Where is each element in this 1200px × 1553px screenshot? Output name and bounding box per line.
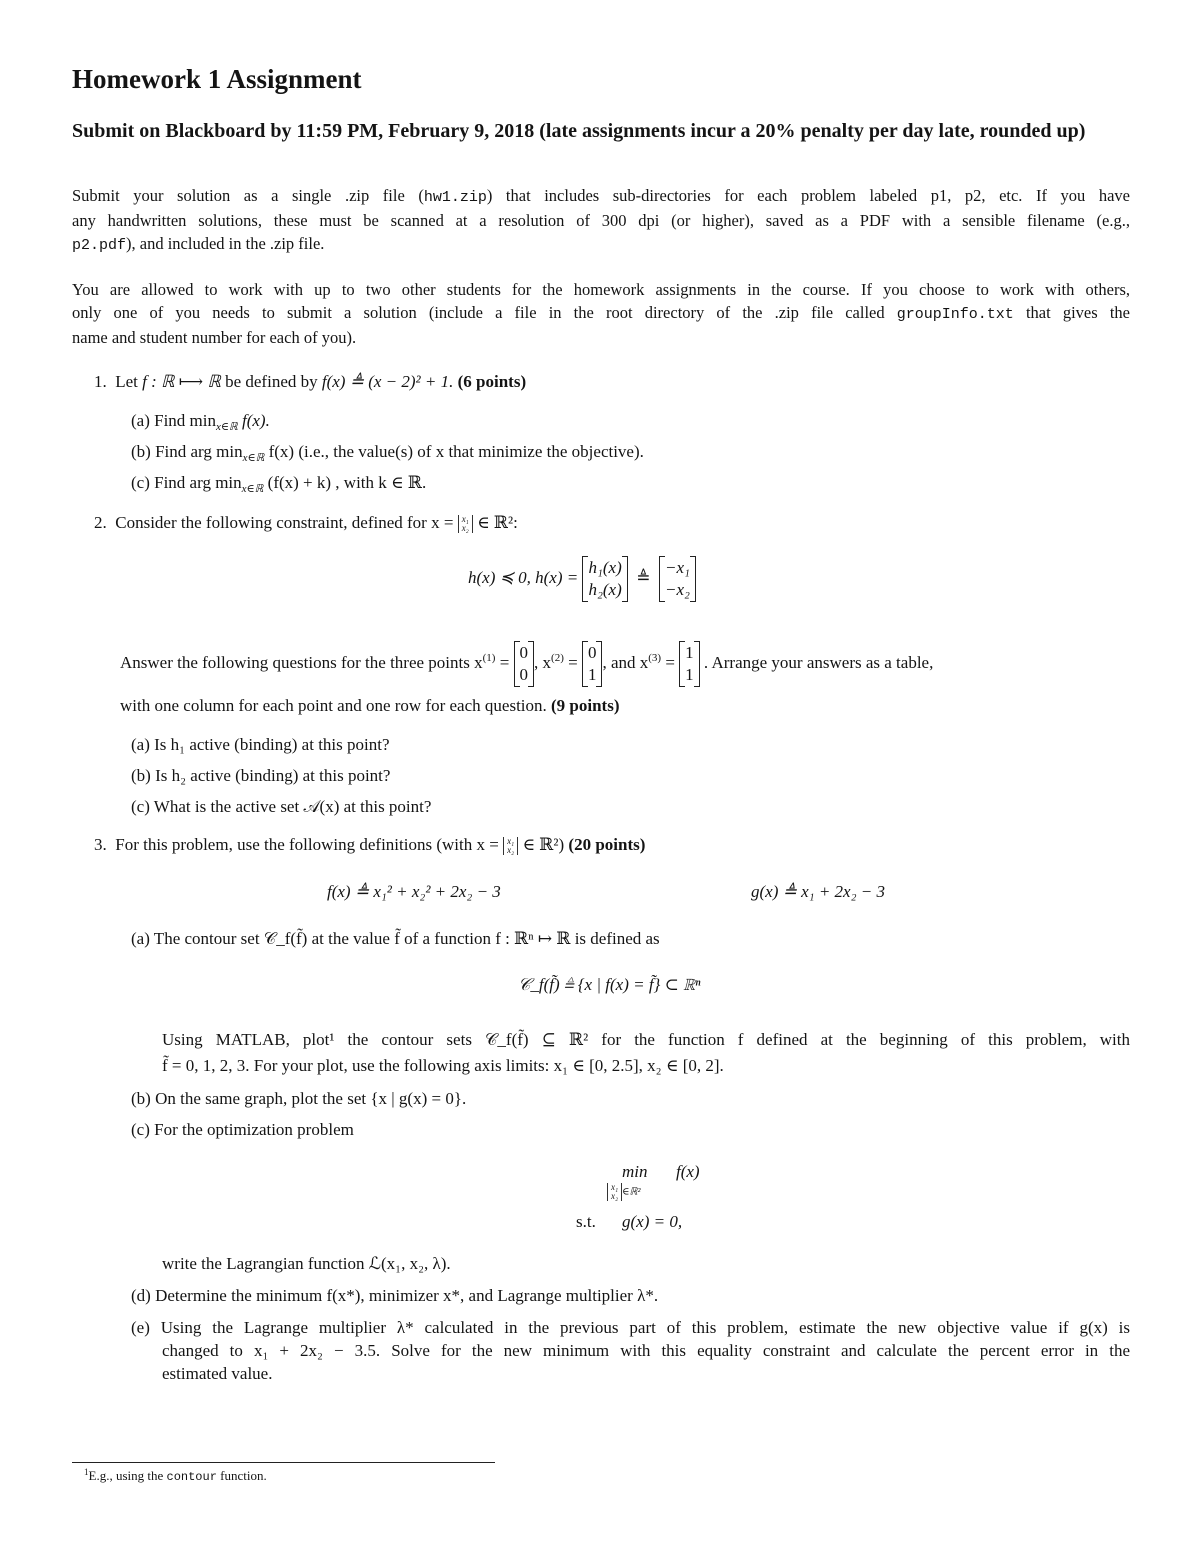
math: ≜ <box>636 567 651 587</box>
text: that gives the <box>1025 303 1130 322</box>
page-title: Homework 1 Assignment <box>72 64 362 94</box>
problem-3e-line1: (e) Using the Lagrange multiplier λ* calculated in the previous part of this problem, estimate the new objective value if g(x) is <box>131 1318 1130 1337</box>
problem-3-stem <box>94 835 645 855</box>
footnote-rule <box>72 1462 495 1463</box>
submission-deadline: Submit on Blackboard by 11:59 PM, February 9, 2018 (late assignments incur a 20% penalty per day late, rounded up) <box>72 120 1086 142</box>
opt-st: s.t. <box>576 1212 596 1231</box>
problem-3c: (c) For the optimization problem <box>131 1120 354 1139</box>
points: (6 points) <box>457 372 527 391</box>
math: f(x). <box>242 411 270 430</box>
entry: 1 <box>685 643 694 662</box>
problem-2b: (b) Is h₂ active (binding) at this point? <box>131 766 391 785</box>
problem-3b: (b) On the same graph, plot the set {x | g(x) = 0}. <box>131 1089 467 1108</box>
problem-3a-instructions-line1: Using MATLAB, plot¹ the contour sets 𝒞_f(f̃) ⊆ ℝ² for the function f defined at the beginning of this problem, with <box>162 1030 1130 1049</box>
points: (20 points) <box>568 835 646 854</box>
superscript: (2) <box>551 651 564 664</box>
text: E.g., using the <box>88 1468 164 1483</box>
problem-2a: (a) Is h₁ active (binding) at this point? <box>131 735 390 754</box>
entry: 0 <box>519 643 529 662</box>
superscript: (3) <box>648 651 662 664</box>
text: ), and included in the .zip file. <box>126 234 325 253</box>
problem-3e-line2: changed to x₁ + 2x₂ − 3.5. Solve for the new minimum with this equality constraint and calculate the percent error in the <box>162 1341 1130 1360</box>
text: . Arrange your answers as a table, <box>703 652 934 672</box>
entry: x₂ <box>461 523 469 534</box>
entry: 1 <box>685 665 694 684</box>
group-filename: groupInfo.txt <box>896 306 1014 323</box>
entry: 0 <box>519 665 529 684</box>
problem-2-instructions <box>120 696 620 716</box>
footnote <box>84 1468 267 1484</box>
problem-2c: (c) What is the active set 𝒜(x) at this point? <box>131 797 432 816</box>
text: name and student number for each of you). <box>72 328 357 347</box>
problem-number: 1. <box>94 372 107 391</box>
entry: 1 <box>587 665 597 684</box>
entry: x₁ <box>611 1182 619 1192</box>
math: x∈ℝ <box>242 452 265 464</box>
problem-1b <box>131 442 644 462</box>
problem-3a-instructions-line2: f̃ = 0, 1, 2, 3. For your plot, use the following axis limits: x₁ ∈ [0, 2.5], x₂ ∈ [0, 2]. <box>162 1056 724 1075</box>
problem-3e-line3: estimated value. <box>162 1364 273 1383</box>
vector-x <box>503 837 518 855</box>
text: f(x) (i.e., the value(s) of x that minimize the objective). <box>268 442 644 461</box>
problem-number: 3. <box>94 835 107 854</box>
problem-1a <box>131 411 270 431</box>
text: any handwritten solutions, these must be scanned at a resolution of 300 dpi (or higher), saved as a PDF with a sensible filename (e.g., <box>72 211 1130 230</box>
point-3 <box>679 641 700 687</box>
text: , and x <box>602 652 649 672</box>
math: ∈ ℝ²: <box>477 513 518 532</box>
g-definition: g(x) ≜ x₁ + 2x₂ − 3 <box>751 882 885 901</box>
collaboration-policy <box>72 278 1130 349</box>
text: be defined by <box>225 372 318 391</box>
entry: x₂ <box>507 845 515 856</box>
problem-3a: (a) The contour set 𝒞_f(f̃) at the value f̃ of a function f : ℝⁿ ↦ ℝ is defined as <box>131 929 660 948</box>
entry: x₁ <box>461 514 469 525</box>
problem-3d: (d) Determine the minimum f(x*), minimizer x*, and Lagrange multiplier λ*. <box>131 1286 659 1305</box>
problem-2-points-line: Answer the following questions for the three points $x^{(1)} = 0$ 0, $x^{(2)} = 0$ 1, and $x^{(3)} = 1$ 1 . Arrange your answers as a table, <box>120 641 1130 687</box>
code: contour <box>166 1470 217 1484</box>
pdf-filename: p2.pdf <box>72 237 127 254</box>
point-1 <box>514 641 535 687</box>
problem-1-stem <box>94 372 526 392</box>
text: (a) Find min <box>131 411 216 430</box>
math: x∈ℝ <box>216 421 238 433</box>
entry: h₂(x) <box>588 580 622 599</box>
opt-objective: f(x) <box>676 1162 700 1181</box>
entry: −x₂ <box>664 580 690 599</box>
submission-instructions <box>72 184 1130 257</box>
zip-filename: hw1.zip <box>423 189 487 206</box>
entry: −x₁ <box>664 558 690 577</box>
opt-domain <box>607 1183 640 1201</box>
superscript: (1) <box>482 651 496 664</box>
problem-1c <box>131 473 426 493</box>
vector-x <box>607 1183 622 1201</box>
math: f : ℝ ⟼ ℝ <box>142 372 221 391</box>
math: x∈ℝ <box>241 483 264 495</box>
neg-x-vector <box>659 556 696 602</box>
text: (f(x) + k) , with k ∈ ℝ. <box>267 473 427 492</box>
text: Submit your solution as a single .zip file ( <box>72 186 424 205</box>
math: ∈ ℝ²) <box>522 835 565 854</box>
entry: h₁(x) <box>588 558 622 577</box>
text: with one column for each point and one row for each question. <box>120 696 547 715</box>
text: For this problem, use the following definitions (with x = <box>115 835 499 854</box>
opt-min: min <box>622 1162 648 1181</box>
text: You are allowed to work with up to two other students for the homework assignments in the course. If you choose to work with others, <box>72 280 1130 299</box>
points: (9 points) <box>551 696 620 715</box>
h-vector <box>582 556 627 602</box>
entry: x₁ <box>507 836 515 847</box>
f-definition: f(x) ≜ x₁² + x₂² + 2x₂ − 3 <box>327 882 501 901</box>
text: (b) Find arg min <box>131 442 243 461</box>
text: (c) Find arg min <box>131 473 242 492</box>
entry: 0 <box>587 643 597 662</box>
text: Let <box>115 372 138 391</box>
point-2 <box>582 641 603 687</box>
text: ) that includes sub-directories for each problem labeled p1, p2, etc. If you have <box>486 186 1131 205</box>
text: Answer the following questions for the three points x <box>120 652 483 672</box>
entry: x₂ <box>611 1191 619 1201</box>
problem-2-stem <box>94 513 518 533</box>
math: f(x) ≜ (x − 2)² + 1. <box>321 372 454 391</box>
math: h(x) ≼ 0, h(x) = <box>468 567 579 587</box>
text: only one of you needs to submit a solution (include a file in the root directory of the .zip file called <box>72 303 885 322</box>
contour-set-definition: 𝒞_f(f̃) ≜ {x | f(x) = f̃} ⊂ ℝⁿ <box>518 975 701 994</box>
problem-3c-tail: write the Lagrangian function ℒ(x₁, x₂, λ). <box>162 1254 451 1273</box>
vector-x <box>458 515 473 533</box>
problem-number: 2. <box>94 513 107 532</box>
text: Consider the following constraint, defined for x = <box>115 513 454 532</box>
footnote-mark: 1 <box>84 1467 89 1477</box>
math: ∈ℝ² <box>622 1186 641 1198</box>
constraint-equation <box>468 556 696 602</box>
opt-constraint: g(x) = 0, <box>622 1212 683 1231</box>
text: function. <box>220 1468 267 1483</box>
